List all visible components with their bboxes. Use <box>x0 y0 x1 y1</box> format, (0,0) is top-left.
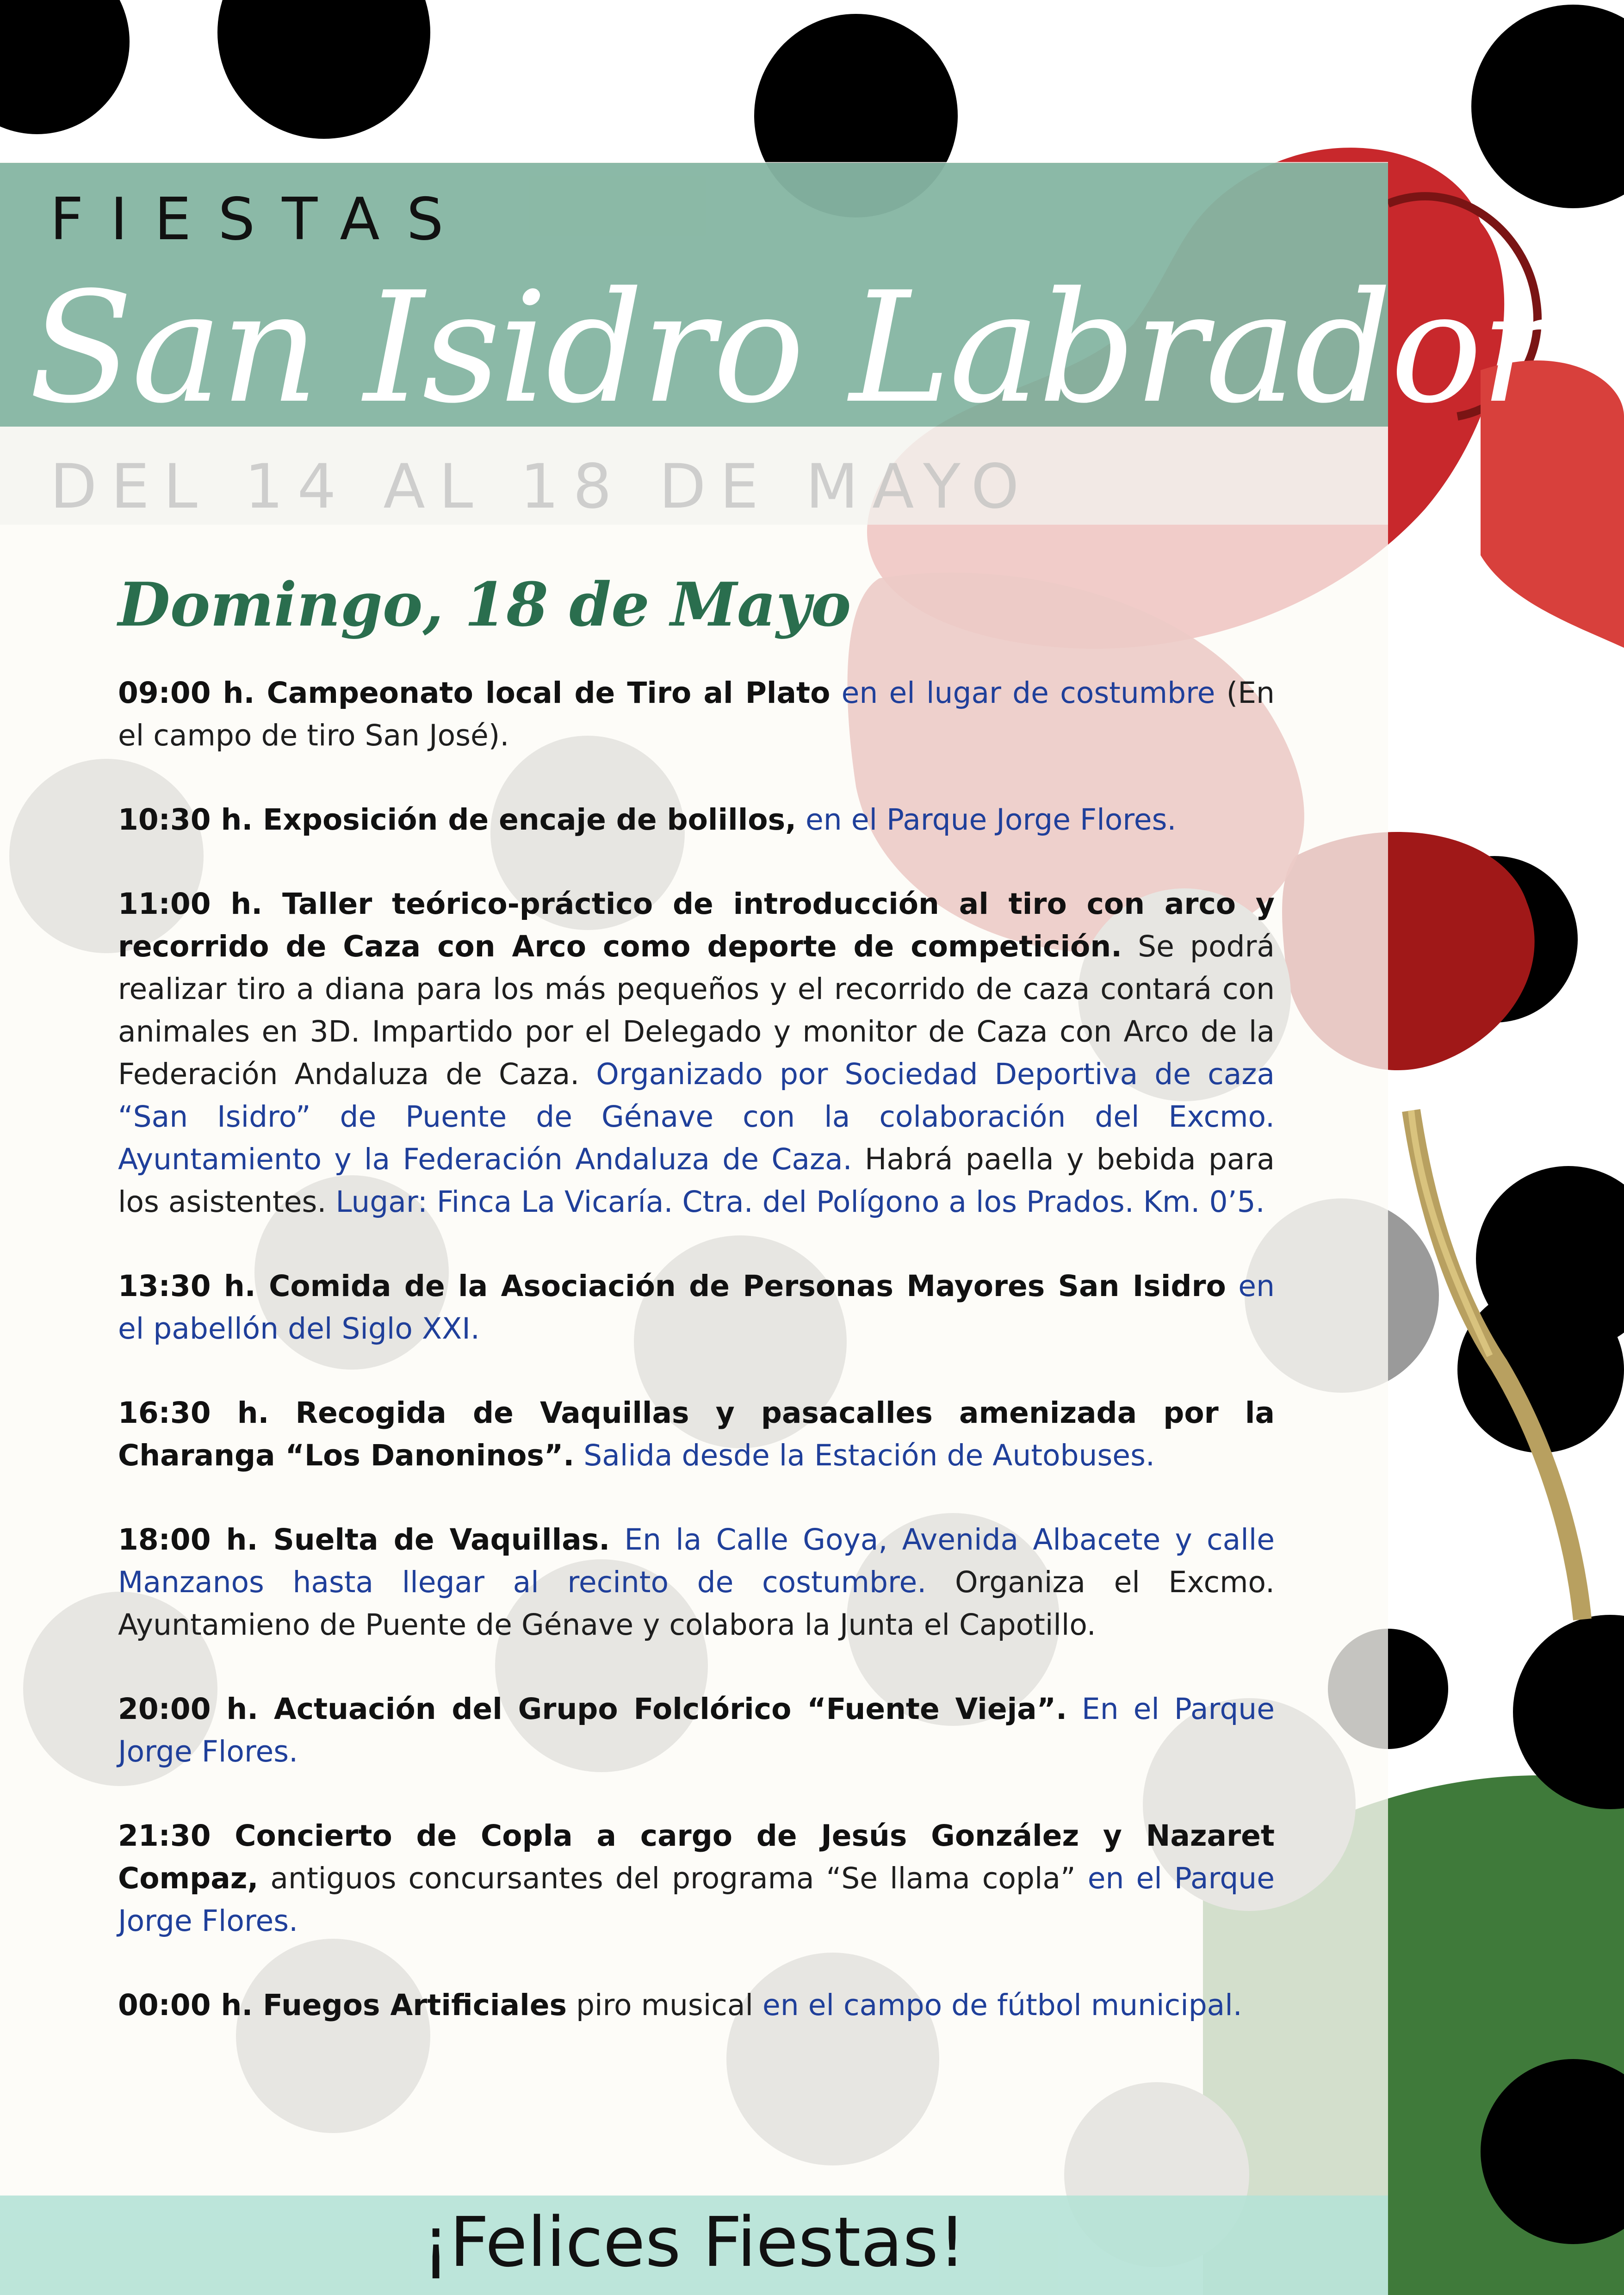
event-item <box>118 1815 1275 1942</box>
event-title: 00:00 h. Fuegos Artificiales <box>118 1988 567 2022</box>
date-range: DEL 14 AL 18 DE MAYO <box>50 451 1033 522</box>
event-detail: piro musical <box>566 1988 753 2022</box>
event-detail: Habrá paella y bebida para los asistentes. <box>118 1142 1275 1219</box>
event-title: 09:00 h. Campeonato local de Tiro al Plato <box>118 676 831 710</box>
event-location: Lugar: Finca La Vicaría. Ctra. del Polígono a los Prados. Km. 0’5. <box>326 1185 1265 1219</box>
event-title: 13:30 h. Comida de la Asociación de Personas Mayores San Isidro <box>118 1269 1226 1303</box>
event-item <box>118 1519 1275 1646</box>
main-title: San Isidro Labrador <box>29 259 1552 437</box>
day-heading: Domingo, 18 de Mayo <box>118 569 851 640</box>
event-title: 11:00 h. Taller teórico-práctico de introducción al tiro con arco y recorrido de Caza con Arco como deporte de competición. <box>118 887 1275 963</box>
event-list <box>118 672 1275 2068</box>
event-location: En el Parque Jorge Flores. <box>118 1692 1275 1768</box>
event-item <box>118 883 1275 1223</box>
event-location: en el pabellón del Siglo XXI. <box>118 1269 1275 1346</box>
event-item <box>118 1688 1275 1773</box>
event-detail: (En el campo de tiro San José). <box>118 676 1275 752</box>
event-title: 10:30 h. Exposición de encaje de bolillos, <box>118 803 797 837</box>
eyebrow-title: FIESTAS <box>50 185 471 253</box>
event-item <box>118 1392 1275 1477</box>
event-location: en el campo de fútbol municipal. <box>753 1988 1242 2022</box>
event-location: Salida desde la Estación de Autobuses. <box>574 1439 1155 1472</box>
event-detail: Se podrá realizar tiro a diana para los más pequeños y el recorrido de caza contará con animales en 3D. Impartido por el Delegado y monitor de Caza con Arco de la Federación Andaluza de Caza. <box>118 930 1275 1091</box>
event-location: en el Parque Jorge Flores. <box>118 1861 1275 1938</box>
event-title: 18:00 h. Suelta de Vaquillas. <box>118 1523 610 1557</box>
event-title: 21:30 Concierto de Copla a cargo de Jesús González y Nazaret Compaz, <box>118 1819 1275 1895</box>
event-item <box>118 672 1275 757</box>
event-detail: antiguos concursantes del programa “Se llama copla” <box>258 1861 1076 1895</box>
event-location: en el Parque Jorge Flores. <box>796 803 1177 837</box>
event-location: En la Calle Goya, Avenida Albacete y calle Manzanos hasta llegar al recinto de costumbre. <box>118 1523 1275 1599</box>
event-title: 20:00 h. Actuación del Grupo Folclórico “Fuente Vieja”. <box>118 1692 1067 1726</box>
event-detail: Organiza el Excmo. Ayuntamieno de Puente de Génave y colabora la Junta el Capotillo. <box>118 1565 1275 1642</box>
footer-greeting: ¡Felices Fiestas! <box>422 2202 966 2282</box>
event-title: 16:30 h. Recogida de Vaquillas y pasacalles amenizada por la Charanga “Los Danoninos”. <box>118 1396 1275 1472</box>
event-location: en el lugar de costumbre <box>830 676 1215 710</box>
event-item <box>118 799 1275 841</box>
event-item <box>118 1984 1275 2027</box>
event-item <box>118 1265 1275 1350</box>
event-organizer: Organizado por Sociedad Deportiva de caza “San Isidro” de Puente de Génave con la colaboración del Excmo. Ayuntamiento y la Federación Andaluza de Caza. <box>118 1057 1275 1176</box>
